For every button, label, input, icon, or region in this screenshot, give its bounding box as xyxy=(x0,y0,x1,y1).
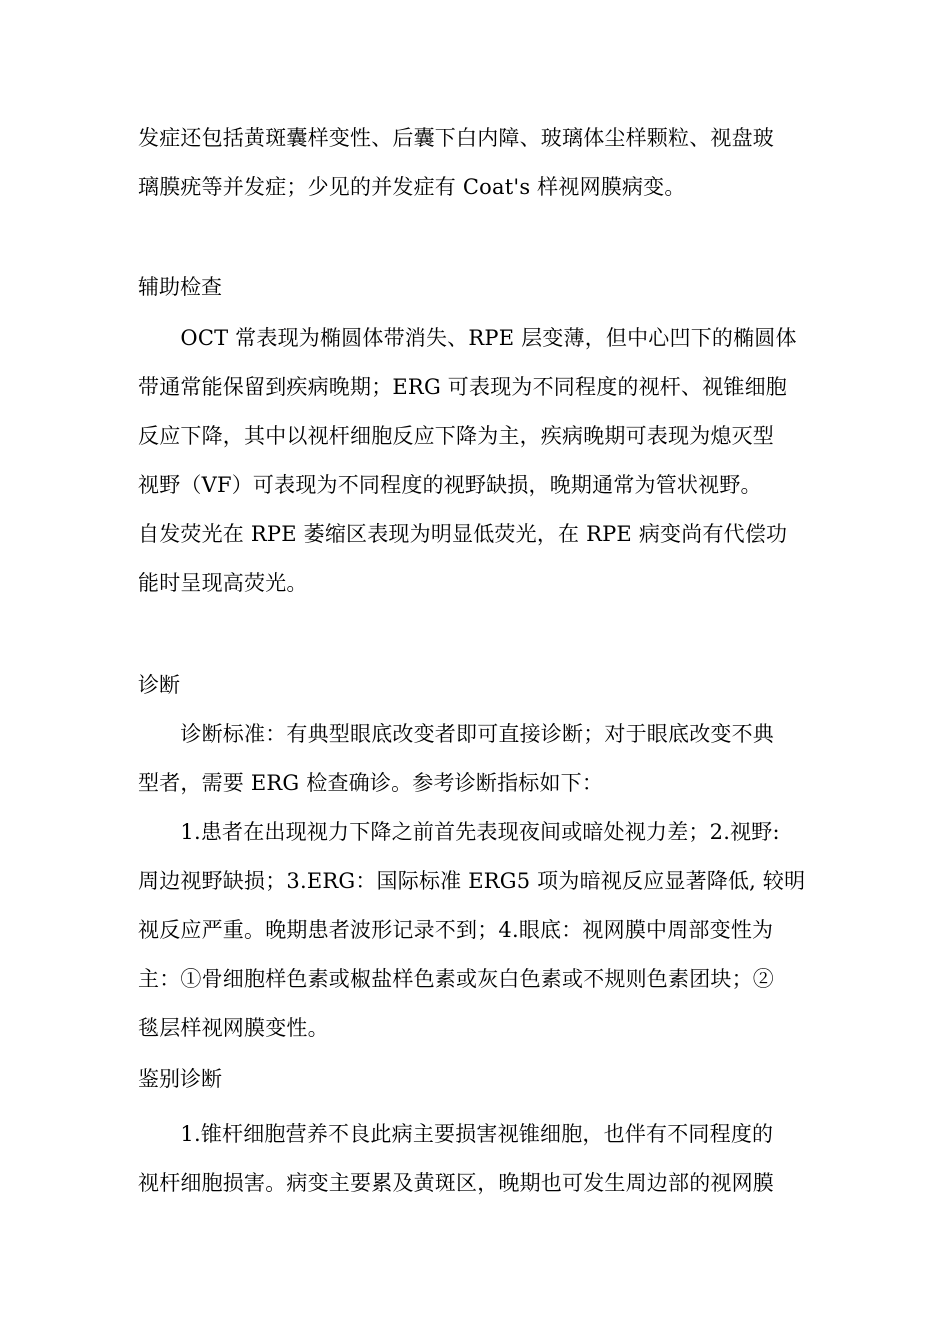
section-heading-differential-diagnosis: 鉴别诊断 xyxy=(138,1067,222,1091)
section-heading-diagnosis: 诊断 xyxy=(138,673,180,697)
paragraph-line: 周边视野缺损；3.ERG：国际标准 ERG5 项为暗视反应显著降低, 较明 xyxy=(138,869,806,893)
section-heading-auxiliary-exam: 辅助检查 xyxy=(138,275,222,299)
paragraph-line: 1.锥杆细胞营养不良此病主要损害视锥细胞，也伴有不同程度的 xyxy=(138,1122,774,1146)
paragraph-line: 视野（VF）可表现为不同程度的视野缺损，晚期通常为管状视野。 xyxy=(138,473,762,497)
complications-paragraph xyxy=(138,114,814,212)
paragraph-line: 自发荧光在 RPE 萎缩区表现为明显低荧光，在 RPE 病变尚有代偿功 xyxy=(138,522,788,546)
paragraph-line: 璃膜疣等并发症；少见的并发症有 Coat's 样视网膜病变。 xyxy=(138,175,686,199)
paragraph-line: 1.患者在出现视力下降之前首先表现夜间或暗处视力差；2.视野: xyxy=(138,820,780,844)
paragraph-line: 发症还包括黄斑囊样变性、后囊下白内障、玻璃体尘样颗粒、视盘玻 xyxy=(138,126,774,150)
paragraph-line: 型者，需要 ERG 检查确诊。参考诊断指标如下： xyxy=(138,771,604,795)
paragraph-line: 视杆细胞损害。病变主要累及黄斑区，晚期也可发生周边部的视网膜 xyxy=(138,1171,774,1195)
paragraph-line: 反应下降，其中以视杆细胞反应下降为主，疾病晚期可表现为熄灭型 xyxy=(138,424,774,448)
paragraph-line: 视反应严重。晚期患者波形记录不到；4.眼底：视网膜中周部变性为 xyxy=(138,918,774,942)
diagnosis-paragraph xyxy=(138,710,814,808)
auxiliary-exam-paragraph xyxy=(138,314,814,608)
paragraph-line: 能时呈现高荧光。 xyxy=(138,571,308,595)
paragraph-line: OCT 常表现为椭圆体带消失、RPE 层变薄，但中心凹下的椭圆体 xyxy=(138,326,797,350)
paragraph-line: 主：①骨细胞样色素或椒盐样色素或灰白色素或不规则色素团块；② xyxy=(138,967,774,991)
diagnostic-criteria-paragraph xyxy=(138,808,814,1053)
differential-diagnosis-paragraph xyxy=(138,1110,814,1208)
paragraph-line: 诊断标准：有典型眼底改变者即可直接诊断；对于眼底改变不典 xyxy=(138,722,774,746)
paragraph-line: 带通常能保留到疾病晚期；ERG 可表现为不同程度的视杆、视锥细胞 xyxy=(138,375,787,399)
paragraph-line: 毯层样视网膜变性。 xyxy=(138,1016,329,1040)
